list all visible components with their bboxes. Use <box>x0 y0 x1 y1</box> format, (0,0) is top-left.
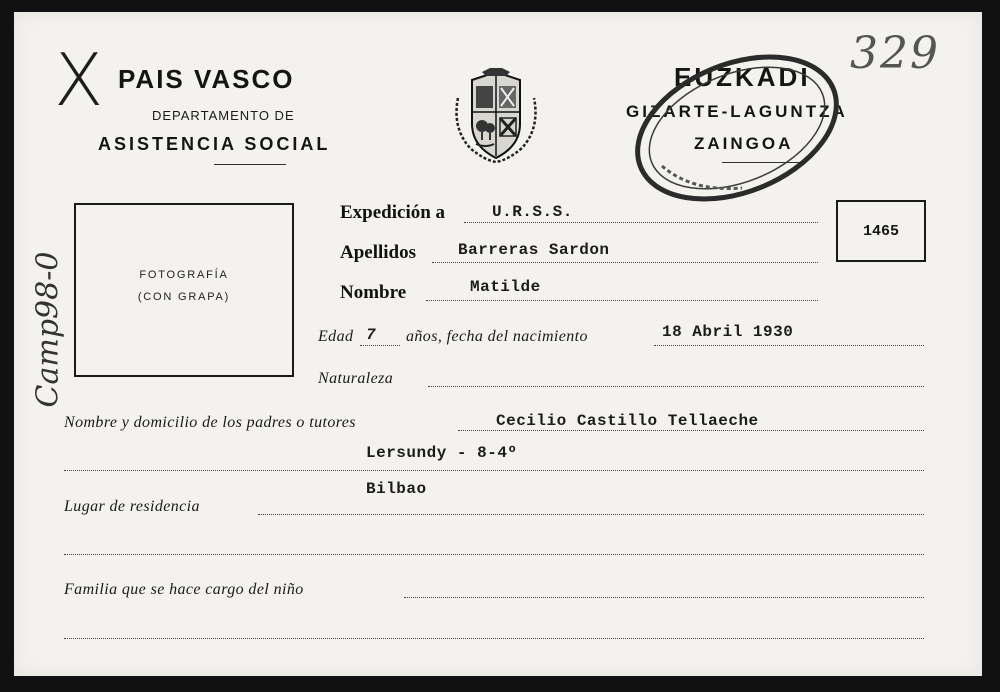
residencia-label: Lugar de residencia <box>64 498 200 515</box>
apellidos-line <box>432 262 818 263</box>
padres-label: Nombre y domicilio de los padres o tutores <box>64 414 356 431</box>
padres-value: Cecilio Castillo Tellaeche <box>496 412 759 430</box>
nacimiento-value: 18 Abril 1930 <box>662 323 794 341</box>
edad-label: Edad <box>318 328 354 345</box>
naturaleza-label: Naturaleza <box>318 370 394 387</box>
header-euzkadi: EUZKADI <box>674 62 811 92</box>
header-left-underline <box>214 164 286 165</box>
record-number: 1465 <box>862 222 899 240</box>
handwritten-number: 329 <box>850 28 940 79</box>
anos-fecha-label: años, fecha del nacimiento <box>406 328 588 345</box>
header-departamento: DEPARTAMENTO DE <box>152 108 295 123</box>
header-zaingoa: ZAINGOA <box>694 134 794 153</box>
edad-value: 7 <box>366 326 377 344</box>
document-card <box>14 12 982 676</box>
oval-stamp-icon <box>622 48 852 208</box>
record-number-box <box>836 200 926 262</box>
nombre-value: Matilde <box>470 278 541 296</box>
domicilio-value: Lersundy - 8-4º <box>366 444 518 462</box>
apellidos-label: Apellidos <box>340 242 417 263</box>
residencia-value: Bilbao <box>366 480 427 498</box>
domicilio-line <box>64 470 924 471</box>
photo-label: FOTOGRAFÍA <box>139 269 229 281</box>
naturaleza-line <box>428 386 924 387</box>
coat-of-arms-icon <box>446 68 546 164</box>
residencia-line <box>258 514 924 515</box>
nombre-label: Nombre <box>340 282 407 303</box>
handwritten-mark: X <box>54 38 104 122</box>
expedicion-line <box>464 222 818 223</box>
nacimiento-line <box>654 345 924 346</box>
nombre-line <box>426 300 818 301</box>
expedicion-value: U.R.S.S. <box>492 203 573 221</box>
header-pais-vasco: PAIS VASCO <box>118 64 295 94</box>
padres-line <box>458 430 924 431</box>
header-asistencia-social: ASISTENCIA SOCIAL <box>98 134 331 154</box>
residencia-line-2 <box>64 554 924 555</box>
handwritten-margin-note: Camp98-0 <box>30 251 66 408</box>
expedicion-label: Expedición a <box>340 202 446 223</box>
apellidos-value: Barreras Sardon <box>458 241 610 259</box>
familia-label: Familia que se hace cargo del niño <box>64 581 304 598</box>
header-gizarte-laguntza: GIZARTE-LAGUNTZA <box>626 102 848 121</box>
edad-line <box>360 345 400 346</box>
photo-box <box>74 203 294 377</box>
photo-sublabel: (CON GRAPA) <box>137 291 231 303</box>
familia-line <box>404 597 924 598</box>
familia-line-2 <box>64 638 924 639</box>
